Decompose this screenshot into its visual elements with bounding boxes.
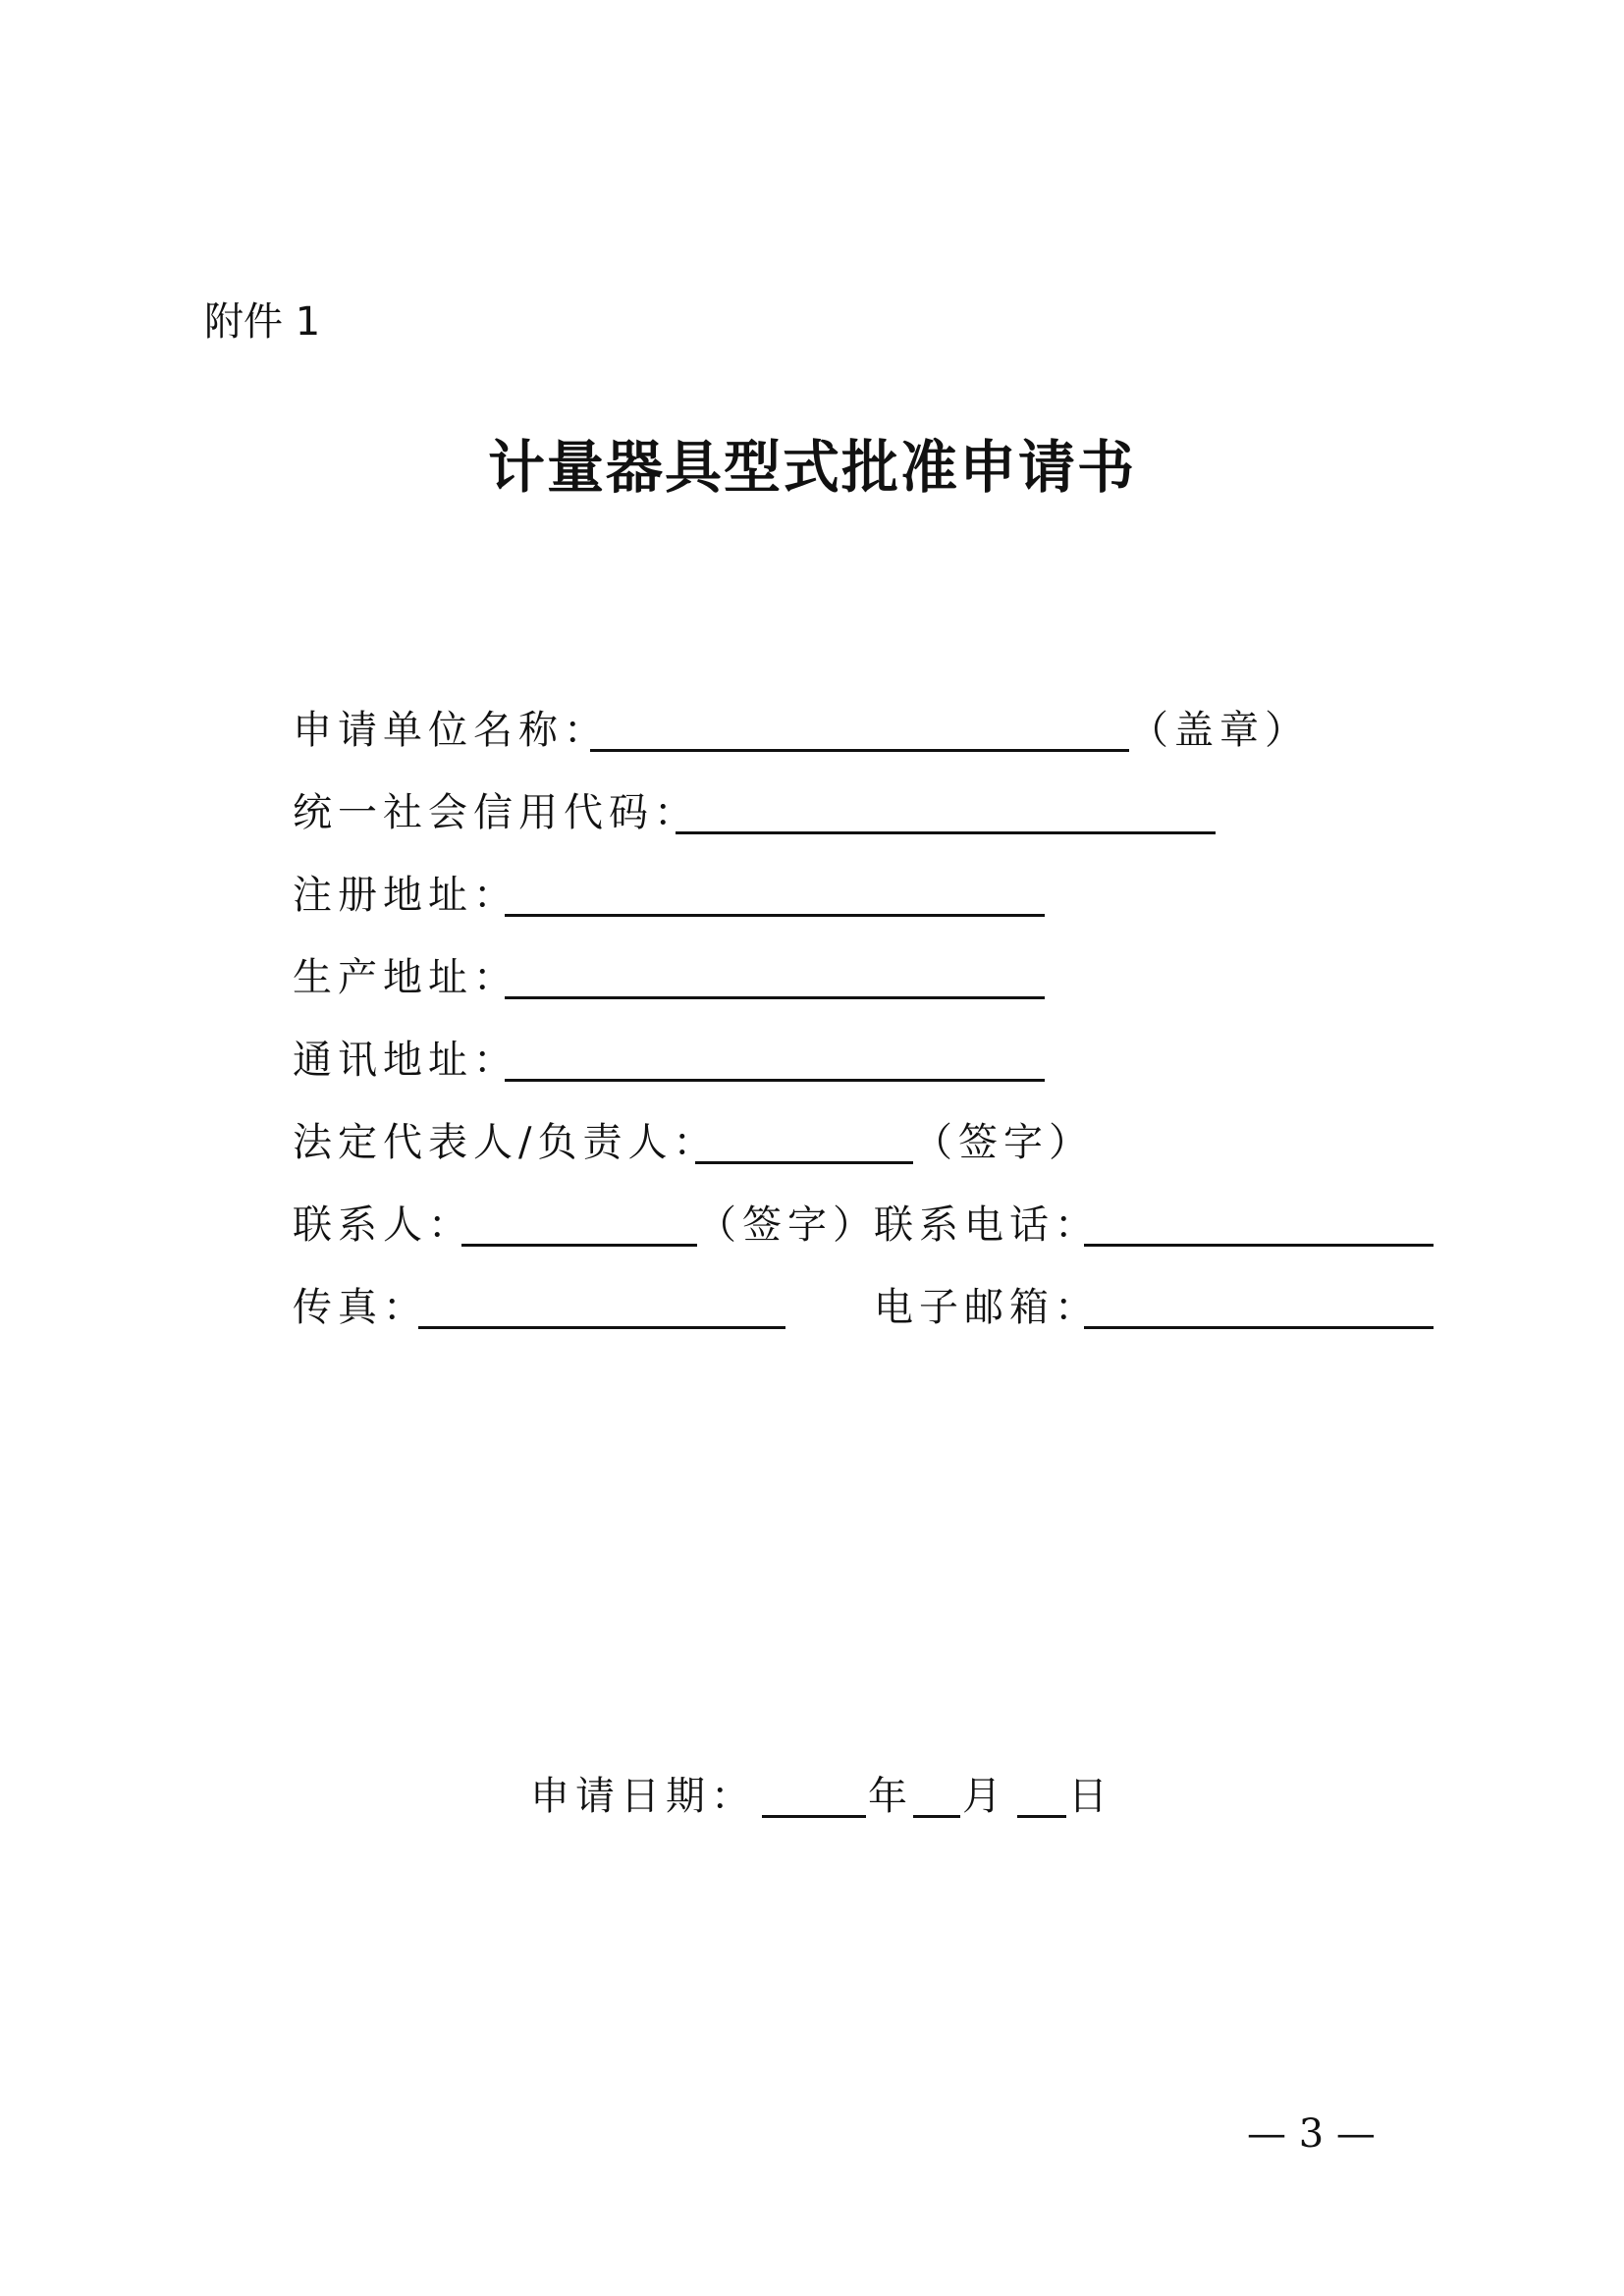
registered-address-label: 注册地址：: [293, 873, 518, 918]
credit-code-field[interactable]: [676, 831, 1216, 834]
production-address-field[interactable]: [505, 996, 1045, 999]
date-label: 申请日期：: [530, 1774, 756, 1819]
phone-field[interactable]: [1084, 1244, 1434, 1247]
fax-field[interactable]: [418, 1326, 785, 1329]
applicant-name-field[interactable]: [590, 749, 1129, 752]
mailing-address-label: 通讯地址：: [293, 1038, 518, 1083]
date-month-field[interactable]: [913, 1815, 960, 1818]
legal-rep-signature-note: （签字）: [913, 1120, 1094, 1165]
email-label: 电子邮箱：: [874, 1285, 1100, 1330]
date-year-unit: 年: [868, 1774, 913, 1819]
credit-code-label: 统一社会信用代码：: [293, 790, 699, 835]
attachment-label: 附件 1: [204, 299, 321, 345]
page-number: — 3 —: [1247, 2111, 1376, 2157]
date-year-field[interactable]: [762, 1815, 866, 1818]
registered-address-field[interactable]: [505, 914, 1045, 917]
applicant-name-label: 申请单位名称：: [293, 708, 609, 753]
date-month-unit: 月: [962, 1774, 1007, 1819]
production-address-label: 生产地址：: [293, 955, 518, 1000]
contact-person-field[interactable]: [461, 1244, 697, 1247]
seal-note: （盖章）: [1129, 708, 1310, 753]
contact-person-label: 联系人：: [293, 1202, 473, 1248]
legal-rep-field[interactable]: [695, 1161, 913, 1164]
document-title: 计量器具型式批准申请书: [487, 434, 1136, 501]
contact-signature-note: （签字）: [697, 1202, 878, 1248]
phone-label: 联系电话：: [874, 1202, 1100, 1248]
date-day-unit: 日: [1068, 1774, 1113, 1819]
mailing-address-field[interactable]: [505, 1079, 1045, 1082]
legal-rep-label: 法定代表人/负责人：: [293, 1120, 719, 1165]
email-field[interactable]: [1084, 1326, 1434, 1329]
date-day-field[interactable]: [1017, 1815, 1066, 1818]
fax-label: 传真：: [293, 1285, 428, 1330]
